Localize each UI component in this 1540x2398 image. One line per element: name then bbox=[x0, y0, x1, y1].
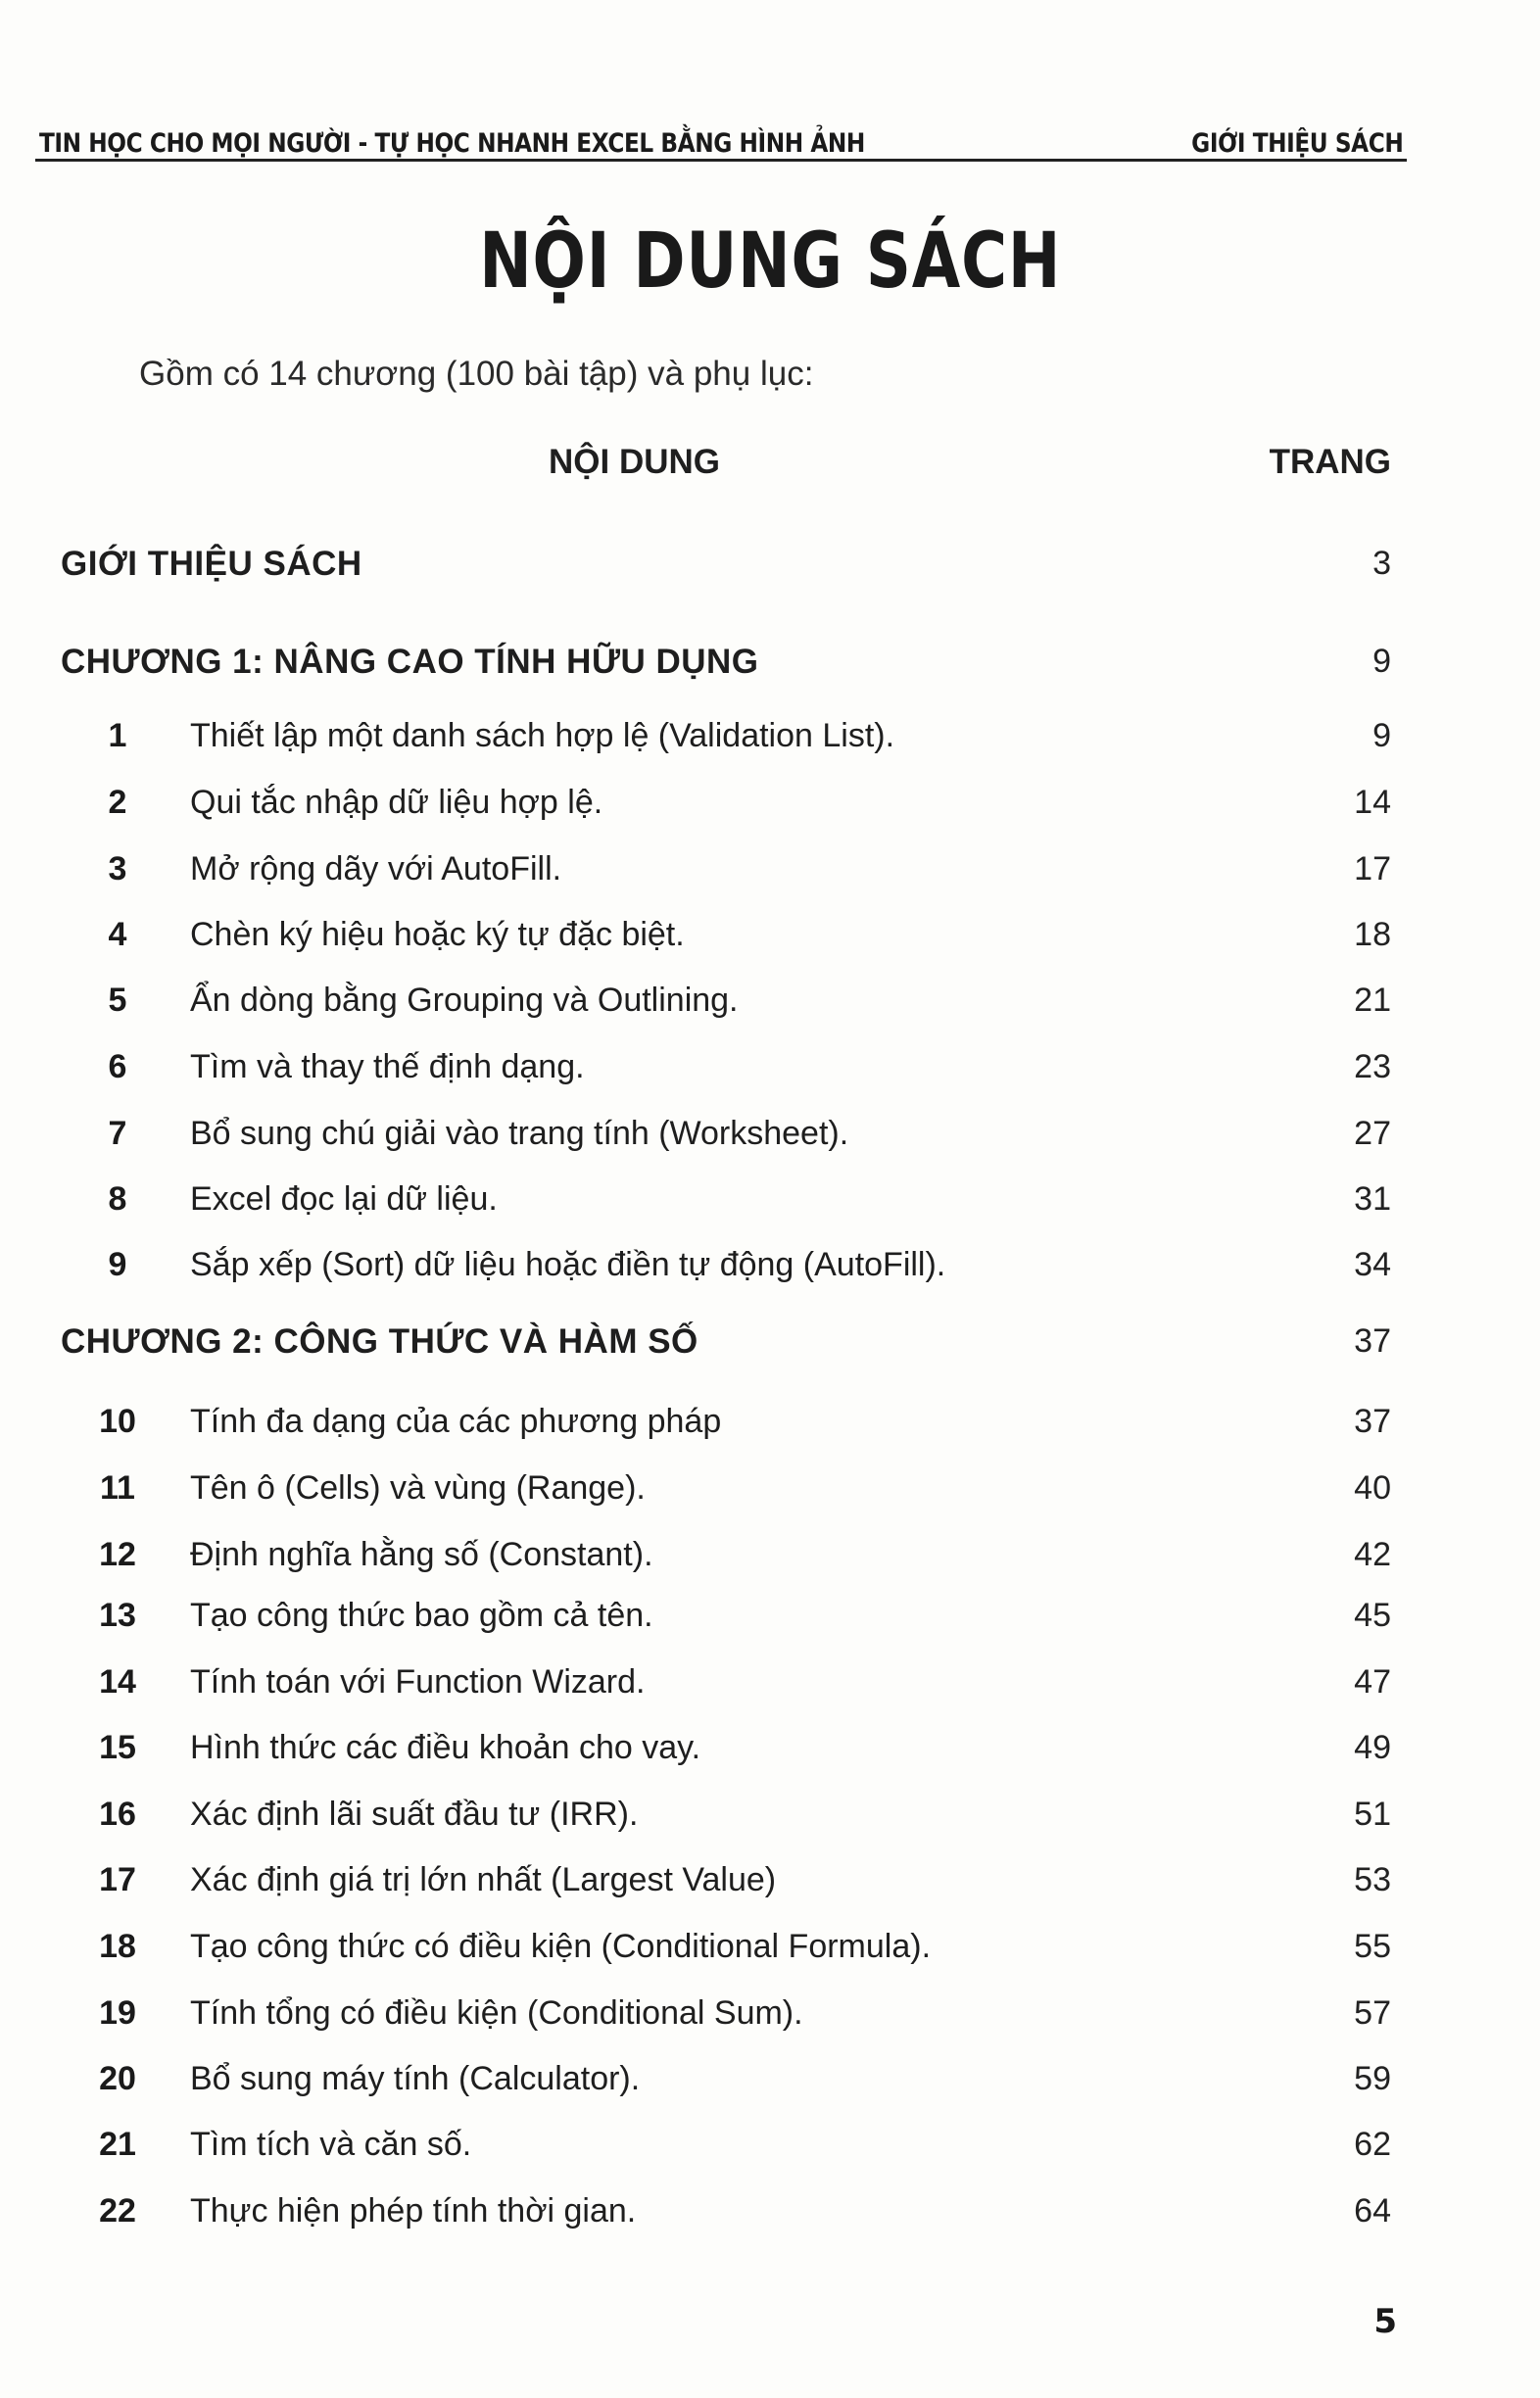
toc-item-number: 16 bbox=[99, 1796, 136, 1833]
toc-page-number: 64 bbox=[1354, 2192, 1391, 2230]
toc-item-row bbox=[0, 1180, 1540, 1223]
toc-item-title: Thực hiện phép tính thời gian. bbox=[190, 2192, 637, 2230]
toc-item-title: Tạo công thức có điều kiện (Conditional Formula). bbox=[190, 1928, 932, 1965]
toc-item-number: 10 bbox=[99, 1403, 136, 1440]
toc-page-number: 57 bbox=[1354, 1994, 1391, 2032]
toc-item-row bbox=[0, 1597, 1540, 1640]
toc-item-number: 21 bbox=[99, 2126, 136, 2163]
toc-item-number: 1 bbox=[108, 717, 127, 754]
toc-item-number: 13 bbox=[99, 1597, 136, 1634]
toc-item-row bbox=[0, 717, 1540, 760]
toc-page-number: 59 bbox=[1354, 2060, 1391, 2097]
toc-item-row bbox=[0, 1861, 1540, 1904]
toc-item-number: 12 bbox=[99, 1536, 136, 1573]
toc-item-title: Định nghĩa hằng số (Constant). bbox=[190, 1536, 653, 1573]
toc-item-row bbox=[0, 1729, 1540, 1772]
toc-page-number: 9 bbox=[1372, 643, 1391, 680]
toc-page-number: 27 bbox=[1354, 1115, 1391, 1152]
toc-item-number: 5 bbox=[108, 982, 127, 1019]
toc-item-row bbox=[0, 1048, 1540, 1091]
toc-item-title: Ẩn dòng bằng Grouping và Outlining. bbox=[190, 982, 739, 1019]
toc-page-number: 51 bbox=[1354, 1796, 1391, 1833]
toc-item-title: Tìm và thay thế định dạng. bbox=[190, 1048, 585, 1085]
toc-page-number: 55 bbox=[1354, 1928, 1391, 1965]
toc-item-number: 17 bbox=[99, 1861, 136, 1898]
toc-item-number: 11 bbox=[100, 1469, 135, 1507]
toc-item-title: Excel đọc lại dữ liệu. bbox=[190, 1180, 498, 1218]
toc-item-number: 19 bbox=[99, 1994, 136, 2032]
toc-item-number: 4 bbox=[108, 916, 127, 953]
toc-item-row bbox=[0, 1663, 1540, 1706]
toc-item-title: Tạo công thức bao gồm cả tên. bbox=[190, 1597, 653, 1634]
toc-item-row bbox=[0, 1994, 1540, 2038]
toc-item-number: 8 bbox=[108, 1180, 127, 1218]
toc-item-number: 22 bbox=[99, 2192, 136, 2230]
toc-item-title: Tính tổng có điều kiện (Conditional Sum). bbox=[190, 1994, 803, 2032]
toc-page-number: 21 bbox=[1354, 982, 1391, 1019]
toc-item-row bbox=[0, 1536, 1540, 1579]
toc-item-row bbox=[0, 1469, 1540, 1512]
toc-page-number: 37 bbox=[1354, 1403, 1391, 1440]
toc-page-number: 18 bbox=[1354, 916, 1391, 953]
toc-page-number: 40 bbox=[1354, 1469, 1391, 1507]
toc-page-number: 31 bbox=[1354, 1180, 1391, 1218]
toc-item-row bbox=[0, 1403, 1540, 1446]
toc-page-number: 53 bbox=[1354, 1861, 1391, 1898]
toc-item-title: Chèn ký hiệu hoặc ký tự đặc biệt. bbox=[190, 916, 685, 953]
toc-item-title: Bổ sung máy tính (Calculator). bbox=[190, 2060, 641, 2097]
toc-page-number: 17 bbox=[1354, 850, 1391, 887]
toc-item-number: 15 bbox=[99, 1729, 136, 1766]
toc-item-number: 9 bbox=[108, 1246, 127, 1283]
running-header-left: TIN HỌC CHO MỌI NGƯỜI - TỰ HỌC NHANH EXCEL BẰNG HÌNH ẢNH bbox=[39, 128, 865, 159]
toc-section-title: GIỚI THIỆU SÁCH bbox=[61, 545, 362, 583]
toc-page-number: 3 bbox=[1372, 545, 1391, 582]
toc-item-title: Xác định giá trị lớn nhất (Largest Value) bbox=[190, 1861, 777, 1898]
toc-item-row bbox=[0, 982, 1540, 1025]
toc-item-title: Xác định lãi suất đầu tư (IRR). bbox=[190, 1796, 639, 1833]
toc-item-title: Tên ô (Cells) và vùng (Range). bbox=[190, 1469, 646, 1507]
header-rule bbox=[35, 159, 1407, 162]
toc-item-title: Hình thức các điều khoản cho vay. bbox=[190, 1729, 701, 1766]
toc-item-number: 18 bbox=[99, 1928, 136, 1965]
toc-page-number: 34 bbox=[1354, 1246, 1391, 1283]
toc-page-number: 23 bbox=[1354, 1048, 1391, 1085]
toc-page-number: 62 bbox=[1354, 2126, 1391, 2163]
toc-page-number: 42 bbox=[1354, 1536, 1391, 1573]
toc-item-row bbox=[0, 916, 1540, 959]
toc-item-number: 14 bbox=[99, 1663, 136, 1701]
toc-item-number: 6 bbox=[108, 1048, 127, 1085]
toc-item-number: 3 bbox=[108, 850, 127, 887]
intro-text: Gồm có 14 chương (100 bài tập) và phụ lục: bbox=[139, 355, 814, 393]
toc-item-title: Tính đa dạng của các phương pháp bbox=[190, 1403, 722, 1440]
toc-item-row bbox=[0, 1246, 1540, 1289]
toc-item-title: Mở rộng dãy với AutoFill. bbox=[190, 850, 562, 887]
toc-page-number: 45 bbox=[1354, 1597, 1391, 1634]
toc-item-title: Tính toán với Function Wizard. bbox=[190, 1663, 646, 1701]
toc-item-row bbox=[0, 1796, 1540, 1839]
page-number: 5 bbox=[1373, 2302, 1397, 2341]
toc-item-number: 2 bbox=[108, 784, 127, 821]
toc-section-title: CHƯƠNG 2: CÔNG THỨC VÀ HÀM SỐ bbox=[61, 1322, 698, 1361]
toc-item-title: Thiết lập một danh sách hợp lệ (Validation List). bbox=[190, 717, 895, 754]
toc-item-row bbox=[0, 2060, 1540, 2103]
toc-section-row bbox=[0, 643, 1540, 686]
toc-page-number: 47 bbox=[1354, 1663, 1391, 1701]
page-title: NỘI DUNG SÁCH bbox=[479, 217, 1061, 306]
toc-item-number: 20 bbox=[99, 2060, 136, 2097]
toc-item-title: Bổ sung chú giải vào trang tính (Worksheet). bbox=[190, 1115, 849, 1152]
toc-page-number: 37 bbox=[1354, 1322, 1391, 1360]
toc-item-row bbox=[0, 850, 1540, 893]
toc-item-title: Tìm tích và căn số. bbox=[190, 2126, 472, 2163]
toc-item-number: 7 bbox=[108, 1115, 127, 1152]
toc-item-title: Sắp xếp (Sort) dữ liệu hoặc điền tự động (AutoFill). bbox=[190, 1246, 946, 1283]
toc-item-row bbox=[0, 1928, 1540, 1971]
toc-section-row bbox=[0, 1322, 1540, 1366]
toc-item-row bbox=[0, 2192, 1540, 2235]
running-header-right: GIỚI THIỆU SÁCH bbox=[1190, 128, 1403, 159]
toc-page-number: 14 bbox=[1354, 784, 1391, 821]
running-header bbox=[39, 110, 1403, 159]
column-header-page: TRANG bbox=[1269, 443, 1391, 481]
toc-item-row bbox=[0, 2126, 1540, 2169]
column-header-content: NỘI DUNG bbox=[549, 443, 720, 481]
toc-page-number: 9 bbox=[1372, 717, 1391, 754]
toc-section-row bbox=[0, 545, 1540, 588]
toc-page-number: 49 bbox=[1354, 1729, 1391, 1766]
toc-item-title: Qui tắc nhập dữ liệu hợp lệ. bbox=[190, 784, 603, 821]
toc-section-title: CHƯƠNG 1: NÂNG CAO TÍNH HỮU DỤNG bbox=[61, 643, 759, 681]
toc-item-row bbox=[0, 784, 1540, 827]
toc-item-row bbox=[0, 1115, 1540, 1158]
